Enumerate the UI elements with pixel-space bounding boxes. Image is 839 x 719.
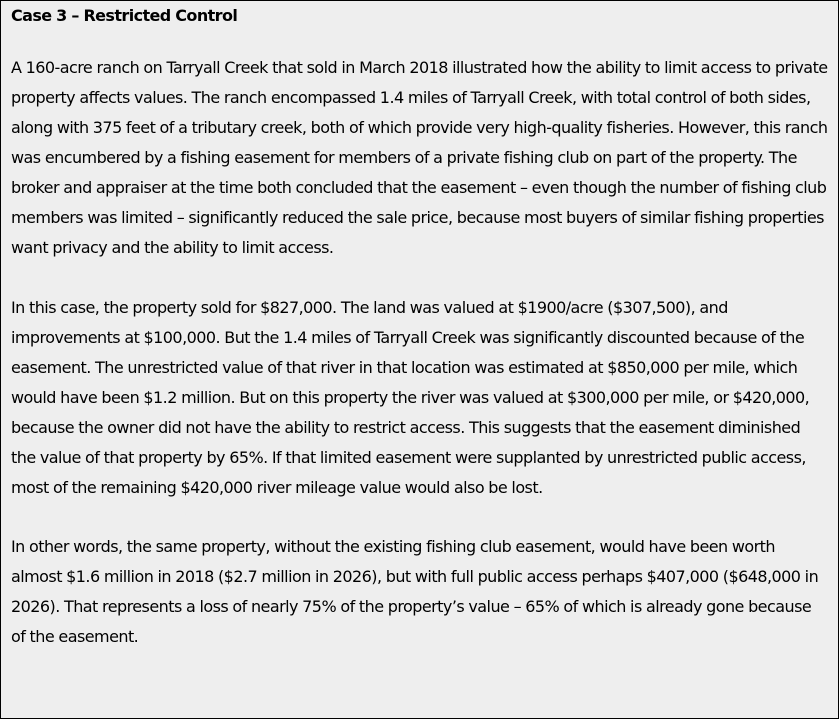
case-title: Case 3 – Restricted Control <box>11 6 238 25</box>
paragraph-ranch-description: A 160-acre ranch on Tarryall Creek that sold in March 2018 illustrated how the ability to limit access to private property affects values. The ranch encompassed 1.4 miles of Tarryall Creek, with total control of both sides, along with 375 feet of a tributary creek, both of which provide very high-quality fisheries. However, this ranch was encumbered by a fishing easement for members of a private fishing club on part of the property. The broker and appraiser at the time both concluded that the easement – even though the number of fishing club members was limited – significantly reduced the sale price, because most buyers of similar fishing properties want privacy and the ability to limit access. <box>11 58 828 257</box>
paragraph-conclusion: In other words, the same property, without the existing fishing club easement, would have been worth almost $1.6 million in 2018 ($2.7 million in 2026), but with full public access perhaps $407,000 ($648,000 in 2026). That represents a loss of nearly 75% of the property’s value – 65% of which is already gone because of the easement. <box>11 537 819 646</box>
paragraph-valuation: In this case, the property sold for $827,000. The land was valued at $1900/acre ($307,500), and improvements at $100,000. But the 1.4 miles of Tarryall Creek was significantly discounted because of the easement. The unrestricted value of that river in that location was estimated at $850,000 per mile, which would have been $1.2 million. But on this property the river was valued at $300,000 per mile, or $420,000, because the owner did not have the ability to restrict access. This suggests that the easement diminished the value of that property by 65%. If that limited easement were supplanted by unrestricted public access, most of the remaining $420,000 river mileage value would also be lost. <box>11 298 810 497</box>
